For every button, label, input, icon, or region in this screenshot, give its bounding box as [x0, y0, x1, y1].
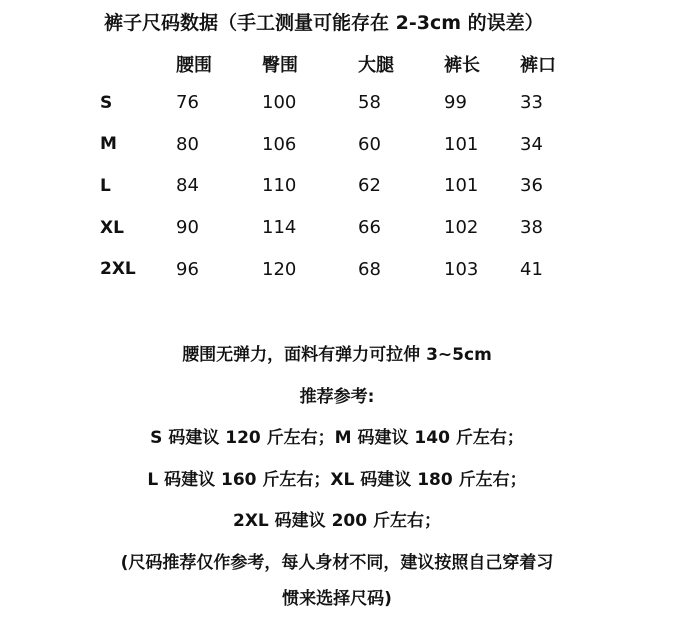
table-row	[100, 248, 580, 290]
recommend-l-xl: L 码建议 160 斤左右；XL 码建议 180 斤左右；	[0, 465, 674, 507]
length-value: 102	[444, 207, 520, 249]
waist-value: 96	[176, 248, 262, 290]
size-label: M	[100, 124, 176, 166]
thigh-value: 66	[358, 207, 444, 249]
thigh-value: 62	[358, 165, 444, 207]
waist-value: 90	[176, 207, 262, 249]
size-chart-table	[100, 46, 580, 290]
header-hip: 臀围	[262, 46, 358, 82]
length-value: 99	[444, 82, 520, 124]
waist-value: 84	[176, 165, 262, 207]
page-title: 裤子尺码数据（手工测量可能存在 2-3cm 的误差）	[104, 8, 544, 35]
length-value: 101	[444, 165, 520, 207]
size-label: 2XL	[100, 248, 176, 290]
recommend-heading: 推荐参考:	[0, 382, 674, 424]
hip-value: 106	[262, 124, 358, 166]
table-header-row	[100, 46, 580, 82]
leg-opening-value: 41	[520, 248, 580, 290]
header-length: 裤长	[444, 46, 520, 82]
leg-opening-value: 38	[520, 207, 580, 249]
leg-opening-value: 34	[520, 124, 580, 166]
waist-value: 80	[176, 124, 262, 166]
recommend-2xl: 2XL 码建议 200 斤左右；	[0, 506, 674, 548]
header-leg-opening: 裤口	[520, 46, 580, 82]
table-row	[100, 165, 580, 207]
table-row	[100, 207, 580, 249]
thigh-value: 58	[358, 82, 444, 124]
disclaimer-line-2: 惯来选择尺码)	[0, 584, 674, 625]
hip-value: 110	[262, 165, 358, 207]
size-label: XL	[100, 207, 176, 249]
thigh-value: 68	[358, 248, 444, 290]
header-thigh: 大腿	[358, 46, 444, 82]
size-label: S	[100, 82, 176, 124]
length-value: 103	[444, 248, 520, 290]
hip-value: 100	[262, 82, 358, 124]
length-value: 101	[444, 124, 520, 166]
table-row	[100, 82, 580, 124]
hip-value: 114	[262, 207, 358, 249]
thigh-value: 60	[358, 124, 444, 166]
header-size	[100, 46, 176, 82]
recommend-s-m: S 码建议 120 斤左右；M 码建议 140 斤左右；	[0, 423, 674, 465]
disclaimer-line-1: (尺码推荐仅作参考，每人身材不同，建议按照自己穿着习	[0, 548, 674, 584]
elasticity-note: 腰围无弹力，面料有弹力可拉伸 3~5cm	[0, 340, 674, 382]
waist-value: 76	[176, 82, 262, 124]
leg-opening-value: 33	[520, 82, 580, 124]
table-row	[100, 124, 580, 166]
size-label: L	[100, 165, 176, 207]
leg-opening-value: 36	[520, 165, 580, 207]
header-waist: 腰围	[176, 46, 262, 82]
hip-value: 120	[262, 248, 358, 290]
sizing-notes	[0, 340, 674, 625]
